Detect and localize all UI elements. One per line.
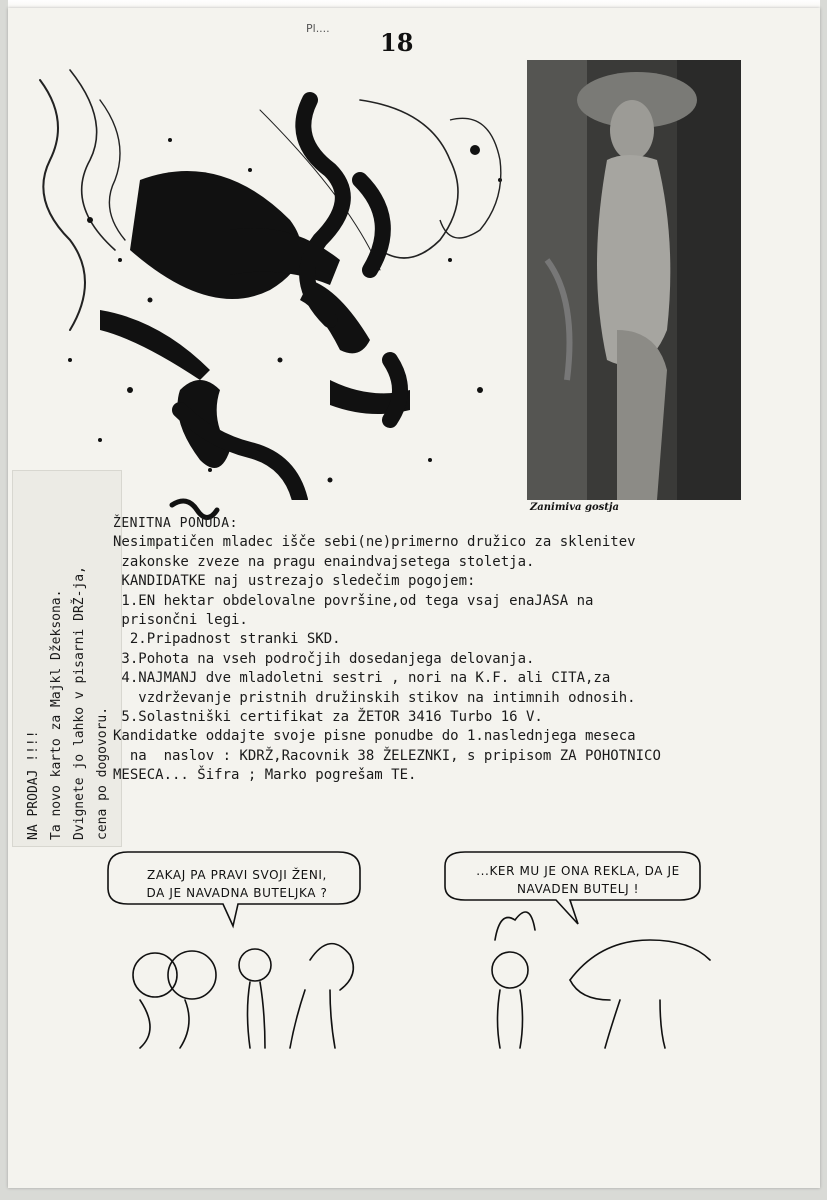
page-top-mark: Pl....: [306, 22, 330, 35]
ad-line: vzdrževanje pristnih družinskih stikov na intimnih odnosih.: [113, 689, 636, 706]
ad-line: 4.NAJMANJ dve mladoletni sestri , nori na K.F. ali CITA,za: [113, 670, 611, 687]
speech-bubble-left: [112, 866, 362, 902]
side-note-text: [22, 460, 114, 840]
ad-line: Kandidatke oddajte svoje pisne ponudbe do 1.naslednjega meseca: [113, 728, 636, 745]
ad-line: 2.Pripadnost stranki SKD.: [113, 631, 341, 648]
page-number: 18: [380, 28, 414, 57]
side-note-line: cena po dogovoru.: [95, 706, 110, 840]
bubble-line: ZAKAJ PA PRAVI SVOJI ŽENI,: [147, 868, 327, 882]
ad-line: zakonske zveze na pragu enaindvajsetega stoletja.: [113, 553, 535, 570]
speech-bubble-right: [448, 862, 708, 898]
ad-line: Nesimpatičen mladec išče sebi(ne)primerno družico za sklenitev: [113, 534, 636, 551]
bubble-line: NAVADEN BUTELJ !: [516, 882, 640, 896]
ad-line: MESECA... Šifra ; Marko pogrešam TE.: [113, 767, 417, 784]
ad-line: 5.Solastniški certifikat za ŽETOR 3416 Turbo 16 V.: [113, 709, 543, 726]
ad-title: ŽENITNA PONUDA:: [113, 516, 238, 531]
bubble-line: DA JE NAVADNA BUTELJKA ?: [146, 886, 328, 900]
personal-ad: [113, 514, 753, 786]
ad-line: 1.EN hektar obdelovalne površine,od tega vsaj enaJASA na: [113, 592, 594, 609]
side-note-line: NA PRODAJ !!!!: [26, 730, 41, 840]
side-note-line: Dvignete jo lahko v pisarni DRŽ-ja,: [72, 566, 87, 840]
ad-line: 3.Pohota na vseh področjih dosedanjega delovanja.: [113, 650, 535, 667]
side-note-line: Ta novo karto za Majkl Džeksona.: [49, 589, 64, 840]
photo-caption: Zanimiva gostja: [530, 502, 620, 513]
ad-line: KANDIDATKE naj ustrezajo sledečim pogojem:: [113, 573, 476, 590]
bubble-line: ...KER MU JE ONA REKLA, DA JE: [476, 864, 680, 878]
photo-woman-in-hat: [527, 60, 741, 500]
ink-splatter-illustration: [30, 60, 530, 500]
ad-line: na naslov : KDRŽ,Racovnik 38 ŽELEZNKI, s pripisom ZA POHOTNICO: [113, 747, 661, 764]
ad-line: prisončni legi.: [113, 612, 248, 629]
